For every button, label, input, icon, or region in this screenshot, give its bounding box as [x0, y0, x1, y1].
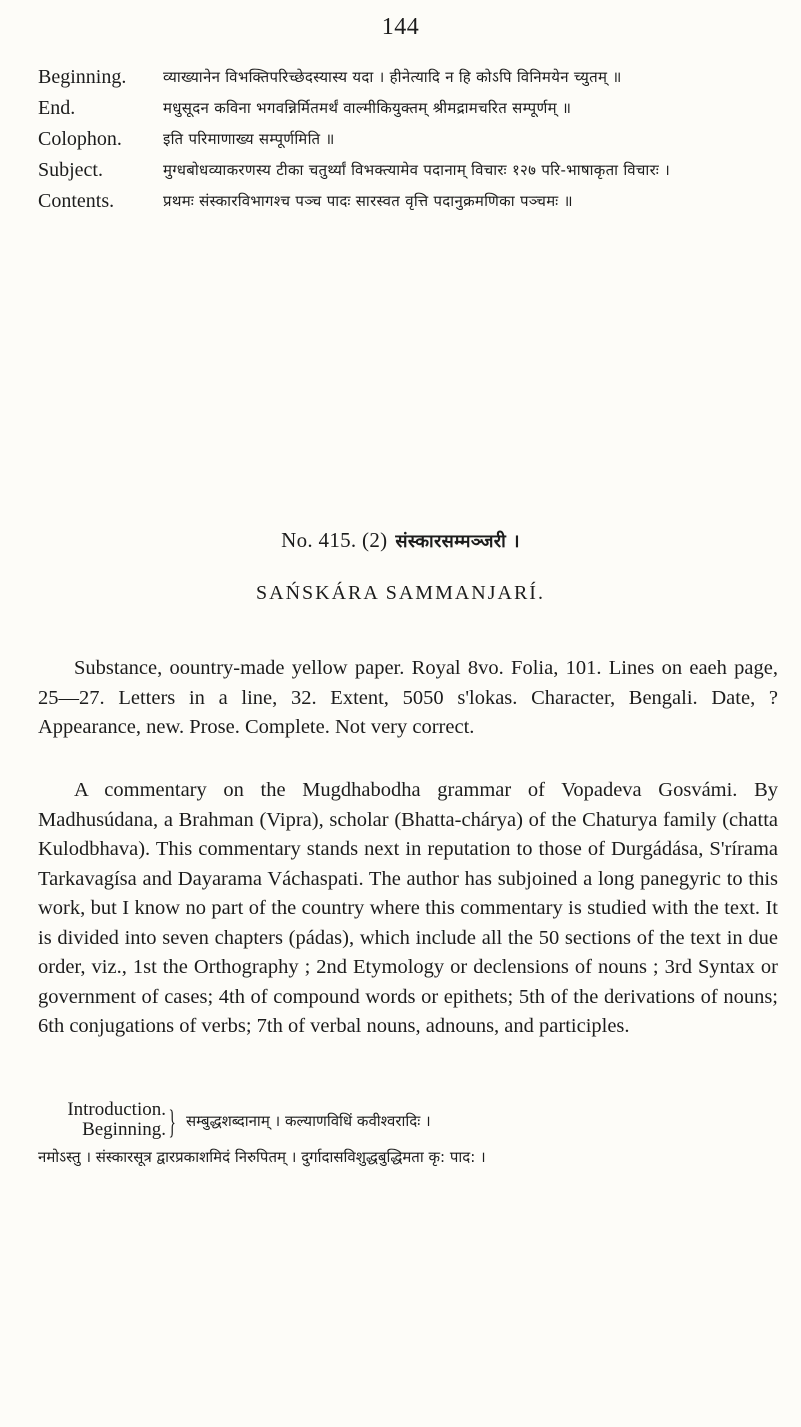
entry-text: प्रथमः संस्कारविभागश्च पञ्च पादः सारस्वत वृत्ति पदानुक्रमणिका पञ्चमः ॥ [163, 192, 573, 210]
entry-contents [38, 186, 778, 216]
entry-label: Colophon. [38, 128, 122, 150]
entry-text: व्याख्यानेन विभक्तिपरिच्छेदस्यास्य यदा । हीनेत्यादि न हि कोऽपि विनिमयेन च्युतम् ॥ [163, 68, 622, 86]
entry-label: Contents. [38, 190, 115, 212]
intro-label-beginning: Beginning. [82, 1119, 166, 1140]
entry-beginning [38, 62, 778, 92]
description-paragraph: Substance, oountry-made yellow paper. Royal 8vo. Folia, 101. Lines on eaeh page, 25—27. Letters in a line, 32. Extent, 5050 s'lokas. Character, Bengali. Date, ? Appearance, new. Prose. Complete. Not very correct. [38, 657, 778, 738]
entry-subject [38, 155, 778, 185]
brace-glyph: } [168, 1104, 176, 1141]
entry-end [38, 93, 778, 123]
entry-label: Subject. [38, 159, 103, 181]
intro-text-line1: सम्बुद्धशब्दानाम् । कल्याणविधिं कवीश्वरादिः । [186, 1112, 431, 1130]
intro-label-introduction: Introduction. [67, 1099, 166, 1120]
entry-label: Beginning. [38, 66, 127, 88]
catalogue-entries [38, 62, 778, 217]
record-number: No. 415. (2) [281, 528, 388, 552]
entry-text: इति परिमाणाख्य सम्पूर्णमिति ॥ [163, 130, 335, 148]
record-heading [0, 528, 801, 553]
entry-label: End. [38, 97, 76, 119]
entry-text: मुग्धबोधव्याकरणस्य टीका चतुर्थ्यां विभक्त्यामेव पदानाम् विचारः १२७ परि-भाषाकृता विचारः । [163, 161, 671, 179]
commentary-paragraph: A commentary on the Mugdhabodha grammar of Vopadeva Gosvámi. By Madhusúdana, a Brahman (Vipra), scholar (Bhatta-chárya) of the Chaturya family (chatta Kulodbhava). This commentary stands next in reputation to those of Durgádása, S'rírama Tarkavagísa and Dayarama Váchaspati. The author has subjoined a long panegyric to this work, but I know no part of the country where this commentary is studied with the text. It is divided into seven chapters (pádas), which include all the 50 sections of the text in due order, viz., 1st the Orthography ; 2nd Etymology or declensions of nouns ; 3rd Syntax or government of cases; 4th of compound words or epithets; 5th of the derivations of nouns; 6th conjugations of verbs; 7th of verbal nouns, adnouns, and participles. [38, 779, 778, 1037]
intro-labels [38, 1100, 166, 1140]
entry-text: मधुसूदन कविना भगवन्निर्मितमर्थं वाल्मीकियुक्तम् श्रीमद्रामचरित सम्पूर्णम् ॥ [163, 99, 572, 117]
page-number: 144 [381, 14, 420, 40]
entry-colophon [38, 124, 778, 154]
record-devanagari-title: संस्कारसम्मञ्जरी । [395, 531, 520, 552]
record-title: SAŃSKÁRA SAMMANJARÍ. [256, 582, 545, 604]
intro-text-line2: नमोऽस्तु । संस्कारसूत्र द्वारप्रकाशमिदं निरुपितम् । दुर्गादासविशुद्धबुद्धिमता कृ: पाद: । [38, 1148, 486, 1166]
